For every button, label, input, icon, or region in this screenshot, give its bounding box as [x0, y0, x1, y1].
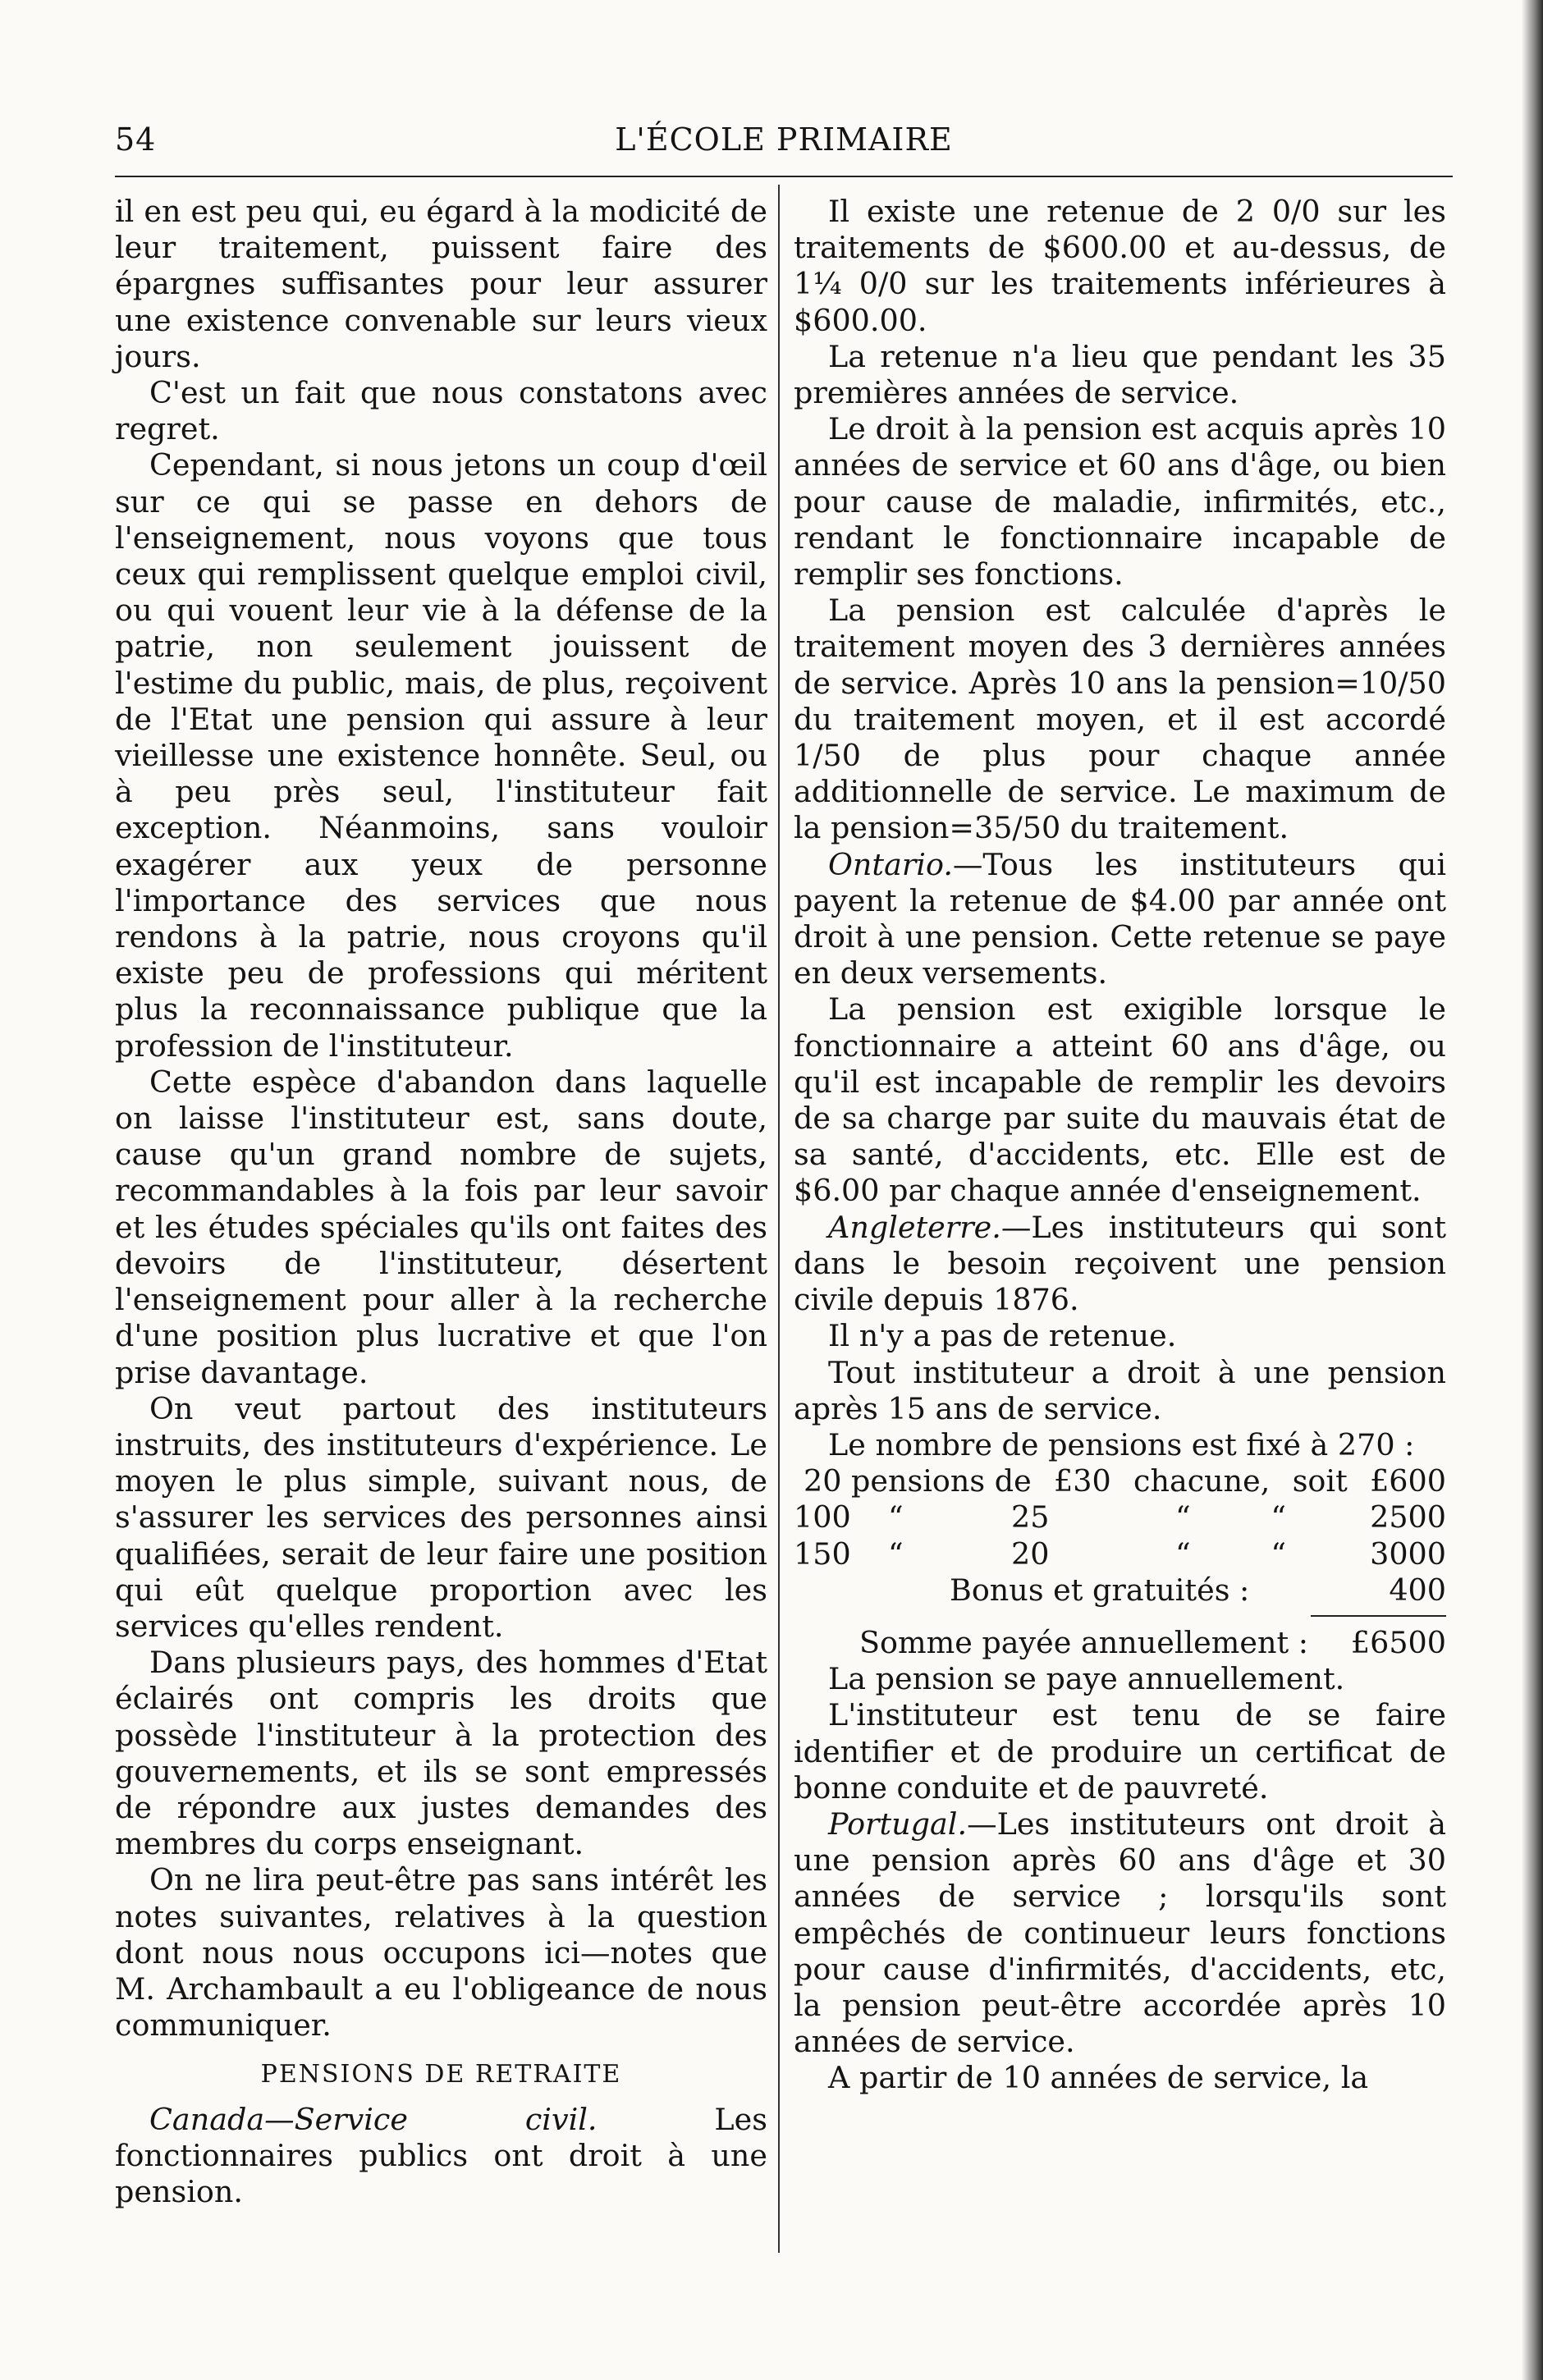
canada-text: Les fonctionnaires publics ont droit à une pension.: [115, 2101, 767, 2209]
paragraph: il en est peu qui, eu égard à la modicité de leur traitement, puissent faire des épargnes suffisantes pour leur assurer une existence convenable sur leurs vieux jours.: [115, 194, 767, 374]
paragraph: La pension se paye annuellement.: [828, 1661, 1345, 1697]
table-cell: 150: [794, 1536, 851, 1572]
running-header: [115, 121, 1453, 167]
paragraph: Tout instituteur a droit à une pension après 15 ans de service.: [794, 1354, 1446, 1426]
table-cell: soit: [1292, 1463, 1348, 1499]
paragraph: Le nombre de pensions est fixé à 270 :: [828, 1426, 1415, 1462]
sum-rule: [1311, 1615, 1446, 1622]
total-label: Somme payée annuellement :: [859, 1624, 1309, 1660]
paragraph: C'est un fait que nous constatons avec regret.: [115, 375, 767, 447]
table-cell: 20: [1011, 1536, 1050, 1572]
table-cell: 25: [1011, 1499, 1050, 1536]
paragraph: A partir de 10 années de service, la: [828, 2060, 1369, 2096]
paragraph-portugal: [794, 1806, 1446, 2060]
bonus-label: Bonus et gratuités :: [950, 1572, 1250, 1608]
running-title: L'ÉCOLE PRIMAIRE: [615, 121, 953, 158]
table-cell: chacune,: [1133, 1463, 1271, 1499]
table-cell: [1175, 1536, 1286, 1572]
paragraph: On ne lira peut-être pas sans intérêt les notes suivantes, relatives à la question dont nous nous occupons ici—notes que M. Archambault a eu l'obligeance de nous communiquer.: [115, 1862, 767, 2044]
ontario-label: Ontario.: [828, 846, 953, 882]
ditto-mark: “: [1271, 1536, 1286, 1572]
bonus-row: [794, 1572, 1446, 1609]
page-number: 54: [115, 121, 157, 158]
paragraph: La pension est exigible lorsque le fonctionnaire a atteint 60 ans d'âge, ou qu'il est incapable de remplir les devoirs de sa charge par suite du mauvais état de sa santé, d'accidents, etc. Elle est de $6.00 par chaque année d'enseignement.: [794, 991, 1446, 1209]
paragraph-angleterre: [794, 1210, 1446, 1319]
portugal-text: —Les instituteurs ont droit à une pension après 60 ans d'âge et 30 années de service ; lorsqu'ils sont empêchés de continueur leurs fonctions pour cause d'infirmités, d'accidents, etc, la pension peut-être accordée après 10 années de service.: [794, 1806, 1446, 2060]
ontario-text: —Tous les instituteurs qui payent la retenue de $4.00 par année ont droit à une pension. Cette retenue se paye en deux versements.: [794, 846, 1446, 991]
paragraph: La pension est calculée d'après le traitement moyen des 3 dernières années de service. Après 10 ans la pension=10/50 du traitement moyen, et il est accordé 1/50 de plus pour chaque année additionnelle de service. Le maximum de la pension=35/50 du traitement.: [794, 593, 1446, 846]
paragraph: Cependant, si nous jetons un coup d'œil sur ce qui se passe en dehors de l'enseignement, nous voyons que tous ceux qui remplissent quelque emploi civil, ou qui vouent leur vie à la défense de la patrie, non seulement jouissent de l'estime du public, mais, de plus, reçoivent de l'Etat une pension qui assure à leur vieillesse une existence honnête. Seul, ou à peu près seul, l'instituteur fait exception. Néanmoins, sans vouloir exagérer aux yeux de personne l'importance des services que nous rendons à la patrie, nous croyons qu'il existe peu de professions qui méritent plus la reconnaissance publique que la profession de l'instituteur.: [115, 447, 767, 1064]
angleterre-text: —Les instituteurs qui sont dans le besoin reçoivent une pension civile depuis 1876.: [794, 1209, 1446, 1318]
total-row: [794, 1625, 1446, 1661]
header-rule: [115, 176, 1453, 177]
paragraph-ontario: [794, 847, 1446, 992]
table-row: [794, 1536, 1446, 1572]
paragraph: La retenue n'a lieu que pendant les 35 premières années de service.: [794, 338, 1446, 411]
table-cell: 20 pensions de: [804, 1463, 1032, 1499]
table-cell: £600: [1370, 1463, 1446, 1499]
table-cell: £30: [1054, 1463, 1111, 1499]
page-edge-shadow: [1522, 0, 1543, 2380]
table-row: [794, 1463, 1446, 1499]
paragraph: On veut partout des instituteurs instruits, des instituteurs d'expérience. Le moyen le plus simple, suivant nous, de s'assurer les services des personnes ainsi qualifiées, serait de leur faire une position qui eût quelque proportion avec les services qu'elles rendent.: [115, 1390, 767, 1644]
ditto-mark: “: [1271, 1499, 1286, 1536]
section-title: PENSIONS DE RETRAITE: [260, 2060, 622, 2089]
paragraph: Il n'y a pas de retenue.: [828, 1318, 1177, 1354]
paragraph: Le droit à la pension est acquis après 10 années de service et 60 ans d'âge, ou bien pour cause de maladie, infirmités, etc., rendant le fonctionnaire incapable de remplir ses fonctions.: [794, 411, 1446, 593]
pension-table: [794, 1463, 1446, 1661]
table-cell: 100: [794, 1499, 851, 1536]
ditto-mark: “: [1175, 1536, 1191, 1572]
table-cell: 3000: [1370, 1536, 1446, 1572]
angleterre-label: Angleterre.: [828, 1209, 1001, 1245]
table-cell: [1175, 1499, 1286, 1536]
table-cell: 2500: [1370, 1499, 1446, 1536]
left-column: [115, 194, 767, 2210]
portugal-label: Portugal.: [828, 1806, 968, 1842]
paragraph-canada: [115, 2102, 767, 2211]
right-column: [794, 194, 1446, 2097]
column-divider: [778, 185, 780, 2253]
total-value: £6500: [1350, 1624, 1446, 1660]
table-row: [794, 1499, 1446, 1536]
ditto-mark: “: [1175, 1499, 1191, 1536]
canada-label: Canada—Service civil.: [149, 2101, 598, 2137]
paragraph: Cette espèce d'abandon dans laquelle on laisse l'instituteur est, sans doute, cause qu'un grand nombre de sujets, recommandables à la fois par leur savoir et les études spéciales qu'ils ont faites des devoirs de l'instituteur, désertent l'enseignement pour aller à la recherche d'une position plus lucrative et que l'on prise davantage.: [115, 1064, 767, 1390]
table-cell: “: [888, 1499, 904, 1536]
paragraph: Il existe une retenue de 2 0/0 sur les traitements de $600.00 et au-dessus, de 1¼ 0/0 sur les traitements inférieures à $600.00.: [794, 194, 1446, 338]
paragraph: Dans plusieurs pays, des hommes d'Etat éclairés ont compris les droits que possède l'instituteur à la protection des gouvernements, et ils se sont empressés de répondre aux justes demandes des membres du corps enseignant.: [115, 1645, 767, 1862]
paragraph: L'instituteur est tenu de se faire identifier et de produire un certificat de bonne conduite et de pauvreté.: [794, 1697, 1446, 1806]
table-cell: “: [888, 1536, 904, 1572]
bonus-value: 400: [1389, 1572, 1446, 1608]
